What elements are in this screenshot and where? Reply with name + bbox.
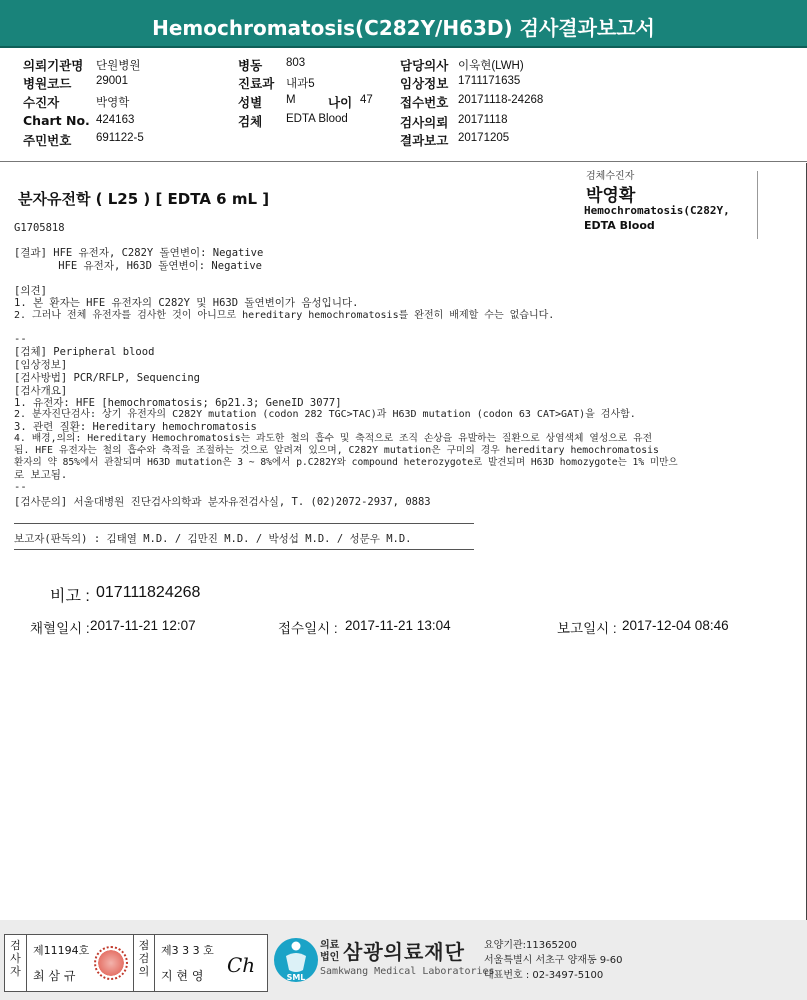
sticker-specimen: EDTA Blood (584, 219, 655, 232)
patient-info (0, 50, 807, 162)
result-line-h63d: HFE 유전자, H63D 돌연변이: Negative (14, 260, 263, 272)
info-label-hospital-code: 병원코드 (23, 76, 72, 91)
info-value-chart-no: 424163 (96, 114, 135, 126)
org-name: 삼광의료재단 (343, 940, 465, 964)
org-address: 서울특별시 서초구 양재동 9-60 (484, 955, 623, 966)
info-label-patient: 수진자 (23, 95, 60, 110)
info-value-doctor: 이욱현(LWH) (458, 60, 524, 72)
summary-line-7: 로 보고됨. (14, 469, 68, 481)
checker-license: 제3 3 3 호 (161, 944, 214, 957)
checker-heading: 점검의 (133, 935, 155, 991)
result-line-c282y: [결과] HFE 유전자, C282Y 돌연변이: Negative (14, 247, 264, 259)
summary-line-5: 됨. HFE 유전자는 철의 흡수와 축적을 조절하는 것으로 알려져 있으며, C282Y mutation은 구미의 경우 hereditary hemochromatosis (14, 445, 659, 456)
report-footer (0, 920, 807, 1000)
specimen-id: G1705818 (14, 222, 65, 234)
report-time-label: 보고일시 : (557, 621, 617, 636)
remark-value: 017111824268 (96, 584, 201, 601)
divider-dashes-2: -- (14, 481, 27, 493)
info-value-ward: 803 (286, 57, 306, 69)
opinion-line-2: 2. 그러나 전체 유전자를 검사한 것이 아니므로 hereditary hemochromatosis를 완전히 배제할 수는 없습니다. (14, 310, 555, 321)
info-label-age: 나이 (328, 95, 353, 110)
divider-dashes-1: -- (14, 333, 27, 345)
divider-rule-bottom (14, 549, 474, 550)
reporter-line: 보고자(판독의) : 김태열 M.D. / 김만진 M.D. / 박성섭 M.D. / 성문우 M.D. (14, 533, 412, 545)
info-label-chart-no: Chart No. (23, 113, 90, 128)
info-value-report-date: 20171205 (458, 132, 510, 144)
info-label-report-date: 결과보고 (400, 133, 449, 148)
samkwang-logo-icon (272, 936, 320, 984)
org-type: 의료 법인 (320, 940, 340, 963)
info-label-ward: 병동 (238, 58, 263, 73)
sticker-test-name: Hemochromatosis(C282Y, (584, 204, 730, 217)
specimen-label-sticker (578, 171, 758, 239)
info-value-hospital-code: 29001 (96, 75, 128, 87)
summary-line-6: 환자의 약 85%에서 관찰되며 H63D mutation은 3 ~ 8%에서 p.C282Y와 compound heterozygote로 발견되며 H63D homozygote는 1% 미만으 (14, 457, 678, 468)
receipt-time-label: 접수일시 : (278, 621, 338, 636)
logo-text: SML (286, 973, 306, 982)
info-value-age: 47 (360, 94, 373, 106)
org-contact-info (484, 938, 623, 983)
summary-header: [검사개요] (14, 385, 68, 397)
remark-label: 비고 : (50, 588, 90, 605)
section-title: 분자유전학 ( L25 ) [ EDTA 6 mL ] (18, 190, 270, 208)
info-label-department: 진료과 (238, 76, 275, 91)
info-label-institution: 의뢰기관명 (23, 58, 84, 73)
org-code: 요양기관:11365200 (484, 940, 577, 951)
examiner-heading: 검사자 (5, 935, 27, 991)
info-value-department: 내과5 (286, 78, 315, 90)
checker-signature: Ch (227, 953, 256, 977)
inquiry-line: [검사문의] 서울대병원 진단검사의학과 분자유전검사실, T. (02)2072-2937, 0883 (14, 496, 431, 508)
collection-time-label: 채혈일시 : (30, 621, 90, 636)
report-body (0, 163, 807, 920)
clinical-info-header: [임상정보] (14, 359, 68, 371)
info-label-sex: 성별 (238, 95, 263, 110)
info-label-receipt-no: 접수번호 (400, 95, 449, 110)
info-value-clinical-info: 1711171635 (458, 75, 521, 87)
summary-line-2: 2. 분자진단검사: 상기 유전자의 C282Y mutation (codon 282 TGC>TAC)과 H63D mutation (codon 63 CAT>GAT)을 검사함. (14, 409, 636, 420)
info-value-receipt-no: 20171118-24268 (458, 94, 544, 106)
report-time-value: 2017-12-04 08:46 (622, 618, 729, 633)
sticker-top-text: 검체수진자 (586, 171, 635, 182)
divider-rule-top (14, 523, 474, 524)
method-line: [검사방법] PCR/RFLP, Sequencing (14, 372, 200, 384)
info-value-sex: M (286, 94, 296, 106)
summary-line-1: 1. 유전자: HFE [hemochromatosis; 6p21.3; GeneID 3077] (14, 397, 342, 409)
info-label-doctor: 담당의사 (400, 58, 449, 73)
info-label-specimen: 검체 (238, 114, 263, 129)
summary-line-4: 4. 배경,의의: Hereditary Hemochromatosis는 과도한 철의 흡수 및 축적으로 조직 손상을 유발하는 질환으로 상염색체 열성으로 유전 (14, 433, 653, 444)
info-value-patient: 박영학 (96, 97, 130, 109)
collection-time-value: 2017-11-21 12:07 (90, 618, 196, 633)
report-title: Hemochromatosis(C282Y/H63D) 검사결과보고서 (152, 16, 655, 40)
examiner-name: 최 삼 규 (33, 969, 76, 983)
signature-box (4, 934, 268, 992)
sticker-patient-name: 박영확 (586, 186, 636, 206)
report-title-bar (0, 0, 807, 48)
opinion-header: [의견] (14, 285, 47, 297)
info-value-request-date: 20171118 (458, 114, 508, 126)
receipt-time-value: 2017-11-21 13:04 (345, 618, 451, 633)
info-label-clinical-info: 임상정보 (400, 76, 449, 91)
opinion-line-1: 1. 본 환자는 HFE 유전자의 C282Y 및 H63D 돌연변이가 음성입니다. (14, 297, 359, 309)
info-label-request-date: 검사의뢰 (400, 115, 449, 130)
info-value-specimen: EDTA Blood (286, 113, 348, 125)
specimen-line: [검체] Peripheral blood (14, 346, 155, 358)
summary-line-3: 3. 관련 질환: Hereditary hemochromatosis (14, 421, 257, 433)
info-value-resident-no: 691122-5 (96, 132, 144, 144)
org-phone: 대표번호 : 02-3497-5100 (484, 970, 604, 981)
examiner-license: 제11194호 (33, 944, 90, 957)
examiner-seal (94, 946, 128, 980)
info-label-resident-no: 주민번호 (23, 133, 72, 148)
checker-name: 지 현 영 (161, 969, 204, 983)
info-value-institution: 단원병원 (96, 60, 141, 72)
org-english-name: Samkwang Medical Laboratories (320, 966, 495, 977)
